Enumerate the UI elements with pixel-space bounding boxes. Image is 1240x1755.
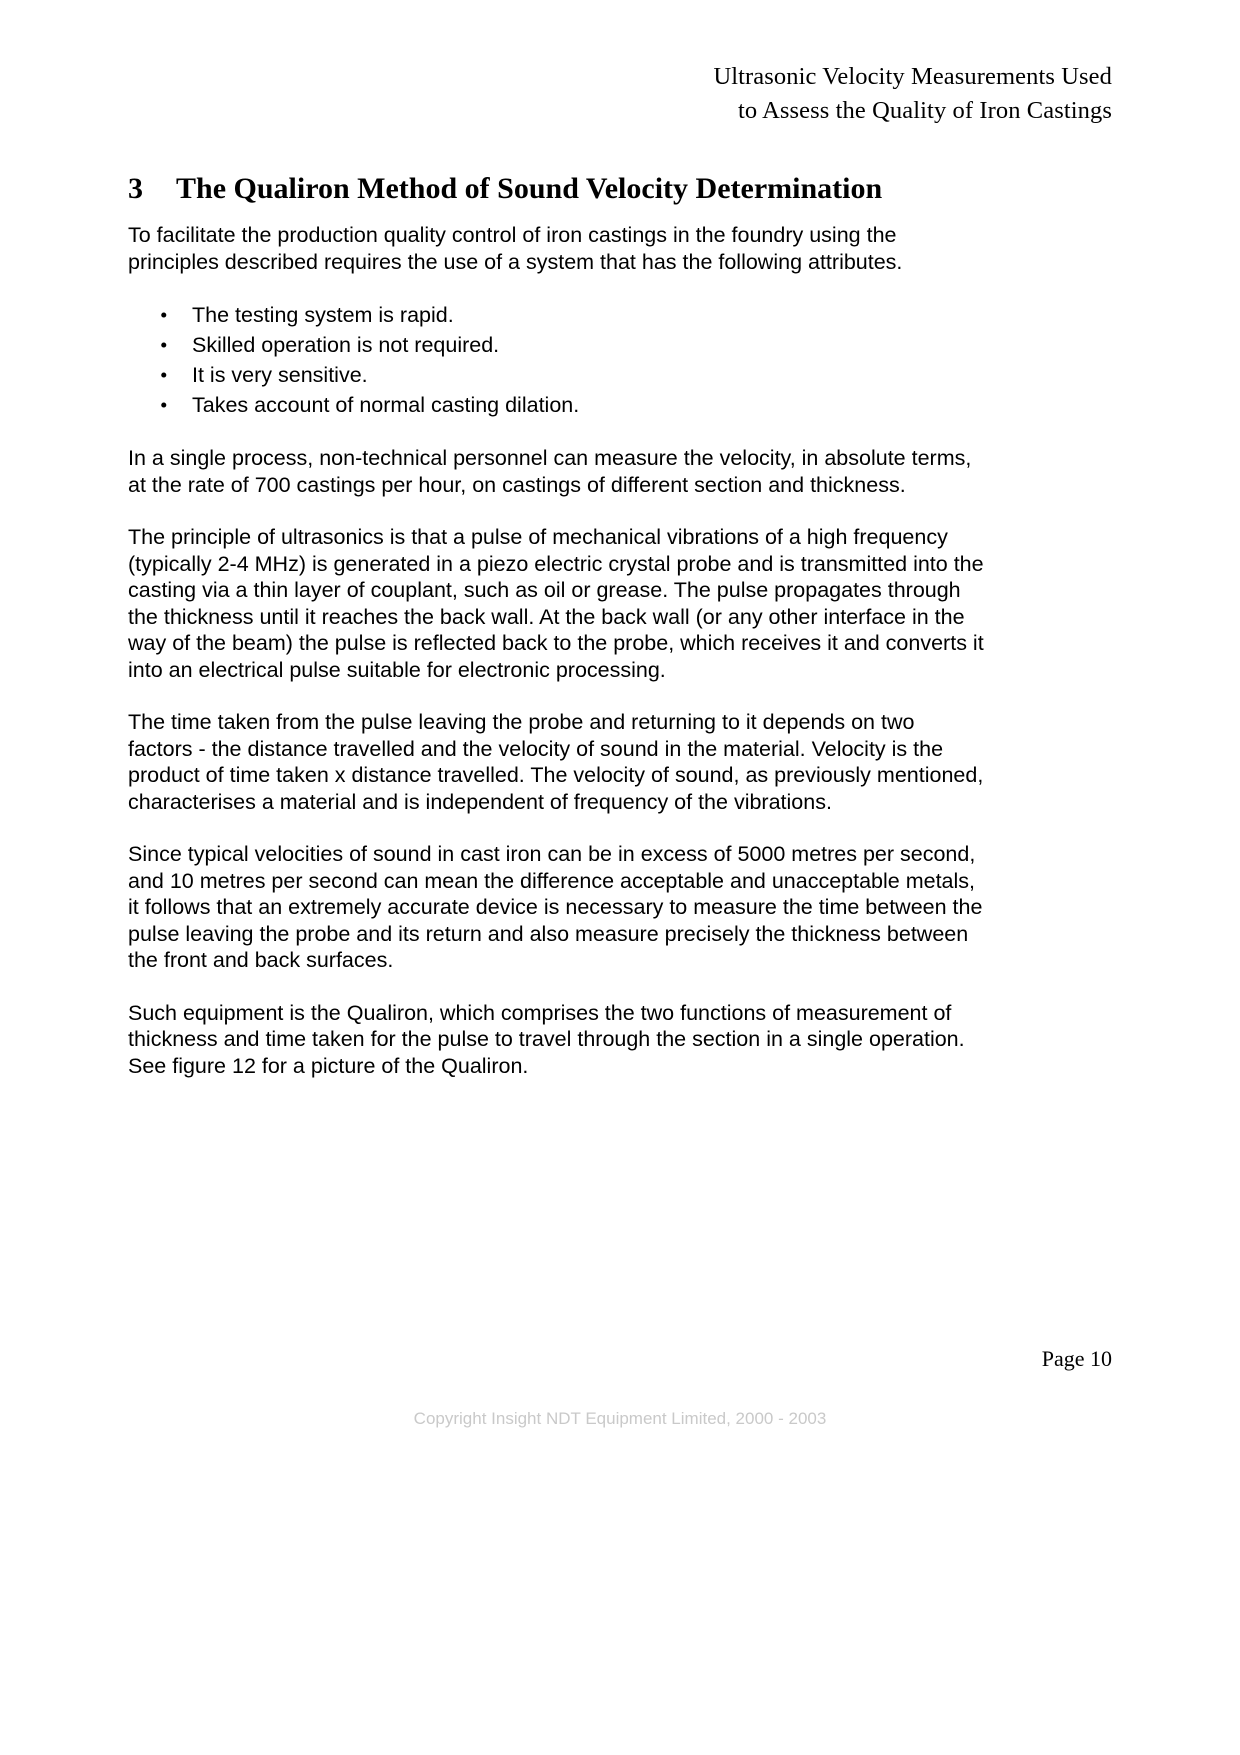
body-text-column (128, 222, 984, 1079)
bullet-icon: • (160, 333, 168, 357)
bullet-icon: • (160, 393, 168, 417)
running-header-line-1: Ultrasonic Velocity Measurements Used (713, 63, 1112, 90)
section-heading (128, 170, 1112, 208)
paragraph-equipment: Such equipment is the Qualiron, which comprises the two functions of measurement of thickness and time taken for the pulse to travel through the section in a single operation. See figure 12 for a picture of the Qualiron. (128, 1000, 965, 1078)
list-item (160, 301, 984, 329)
list-item-label: Skilled operation is not required. (192, 333, 500, 357)
section-title: The Qualiron Method of Sound Velocity Determination (176, 172, 883, 206)
running-header-line-2: to Assess the Quality of Iron Castings (737, 97, 1112, 124)
paragraph-accuracy: Since typical velocities of sound in cast iron can be in excess of 5000 metres per second, and 10 metres per second can mean the difference acceptable and unacceptable metals, it follows that an extremely accurate device is necessary to measure the time between the pulse leaving the probe and its return and also measure precisely the thickness between the front and back surfaces. (128, 842, 983, 972)
list-item-label: It is very sensitive. (192, 363, 368, 387)
paragraph-rate: In a single process, non-technical personnel can measure the velocity, in absolute terms, at the rate of 700 castings per hour, on castings of different section and thickness. (128, 446, 972, 497)
page-number: Page 10 (1041, 1346, 1112, 1371)
list-item (160, 331, 984, 359)
list-item (160, 361, 984, 389)
section-number: 3 (128, 172, 143, 206)
paragraph-timing: The time taken from the pulse leaving the probe and returning to it depends on two factors - the distance travelled and the velocity of sound in the material. Velocity is the product of time taken x distance travelled. The velocity of sound, as previously mentioned, characterises a material and is independent of frequency of the vibrations. (128, 710, 984, 814)
copyright-notice: Copyright Insight NDT Equipment Limited, 2000 - 2003 (413, 1409, 827, 1428)
list-item (160, 391, 984, 419)
bullet-icon: • (160, 303, 168, 327)
bullet-icon: • (160, 363, 168, 387)
attributes-bullet-list (128, 301, 984, 419)
list-item-label: The testing system is rapid. (192, 303, 454, 327)
paragraph-intro: To facilitate the production quality control of iron castings in the foundry using the principles described requires the use of a system that has the following attributes. (128, 223, 903, 274)
list-item-label: Takes account of normal casting dilation. (192, 393, 580, 417)
running-header (472, 60, 1112, 128)
paragraph-principle: The principle of ultrasonics is that a pulse of mechanical vibrations of a high frequency (typically 2-4 MHz) is generated in a piezo electric crystal probe and is transmitted into the casting via a thin layer of couplant, such as oil or grease. The pulse propagates through the thickness until it reaches the back wall. At the back wall (or any other interface in the way of the beam) the pulse is reflected back to the probe, which receives it and converts it into an electrical pulse suitable for electronic processing. (128, 525, 984, 682)
